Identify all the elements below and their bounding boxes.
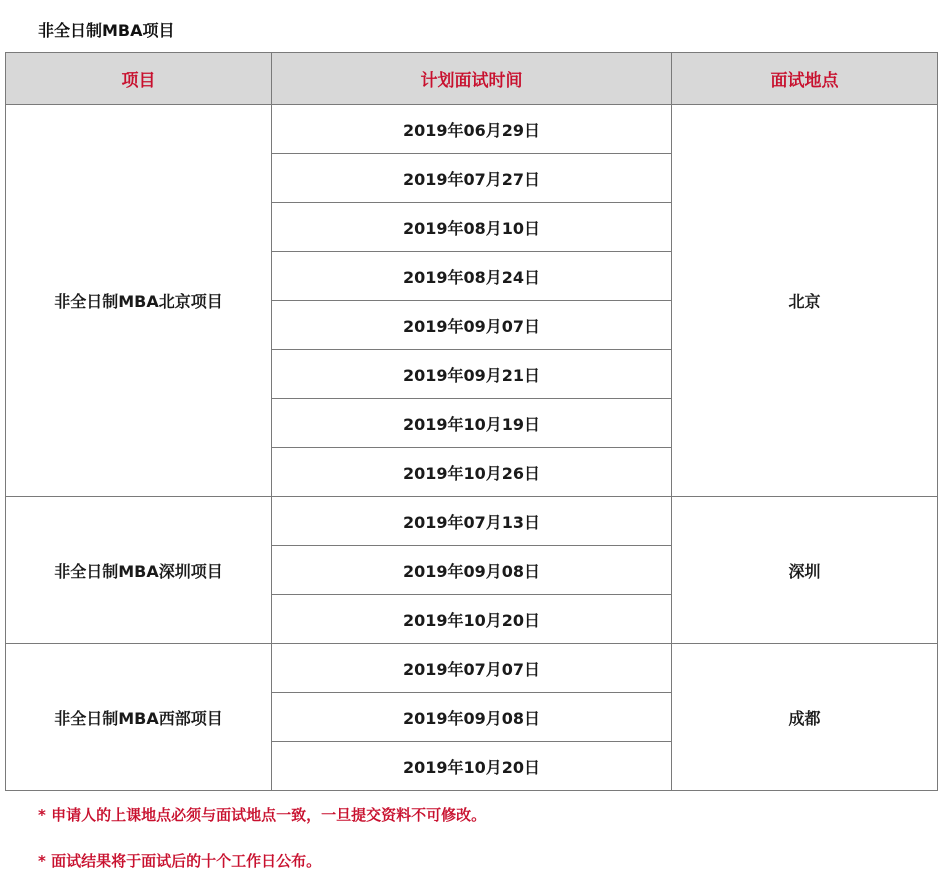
program-cell-beijing: 非全日制MBA北京项目 xyxy=(6,105,272,497)
note-location-consistency: * 申请人的上课地点必须与面试地点一致，一旦提交资料不可修改。 xyxy=(38,806,487,824)
page-title: 非全日制MBA项目 xyxy=(38,21,175,40)
table-row xyxy=(6,497,938,546)
location-cell-chengdu: 成都 xyxy=(672,644,938,791)
date-cell: 2019年08月24日 xyxy=(272,252,672,301)
location-cell-beijing: 北京 xyxy=(672,105,938,497)
date-cell: 2019年07月13日 xyxy=(272,497,672,546)
location-cell-shenzhen: 深圳 xyxy=(672,497,938,644)
date-cell: 2019年06月29日 xyxy=(272,105,672,154)
notes-section xyxy=(38,800,918,892)
note-result-announcement: * 面试结果将于面试后的十个工作日公布。 xyxy=(38,852,322,870)
date-cell: 2019年10月20日 xyxy=(272,742,672,791)
date-cell: 2019年09月08日 xyxy=(272,546,672,595)
date-cell: 2019年09月07日 xyxy=(272,301,672,350)
table-row xyxy=(6,644,938,693)
table-row xyxy=(6,105,938,154)
date-cell: 2019年08月10日 xyxy=(272,203,672,252)
date-cell: 2019年07月07日 xyxy=(272,644,672,693)
header-program: 项目 xyxy=(6,53,272,105)
date-cell: 2019年07月27日 xyxy=(272,154,672,203)
date-cell: 2019年09月08日 xyxy=(272,693,672,742)
interview-schedule-table xyxy=(5,52,938,791)
date-cell: 2019年09月21日 xyxy=(272,350,672,399)
date-cell: 2019年10月19日 xyxy=(272,399,672,448)
date-cell: 2019年10月26日 xyxy=(272,448,672,497)
header-interview-date: 计划面试时间 xyxy=(272,53,672,105)
program-cell-shenzhen: 非全日制MBA深圳项目 xyxy=(6,497,272,644)
date-cell: 2019年10月20日 xyxy=(272,595,672,644)
header-interview-location: 面试地点 xyxy=(672,53,938,105)
program-cell-west: 非全日制MBA西部项目 xyxy=(6,644,272,791)
table-header-row xyxy=(6,53,938,105)
